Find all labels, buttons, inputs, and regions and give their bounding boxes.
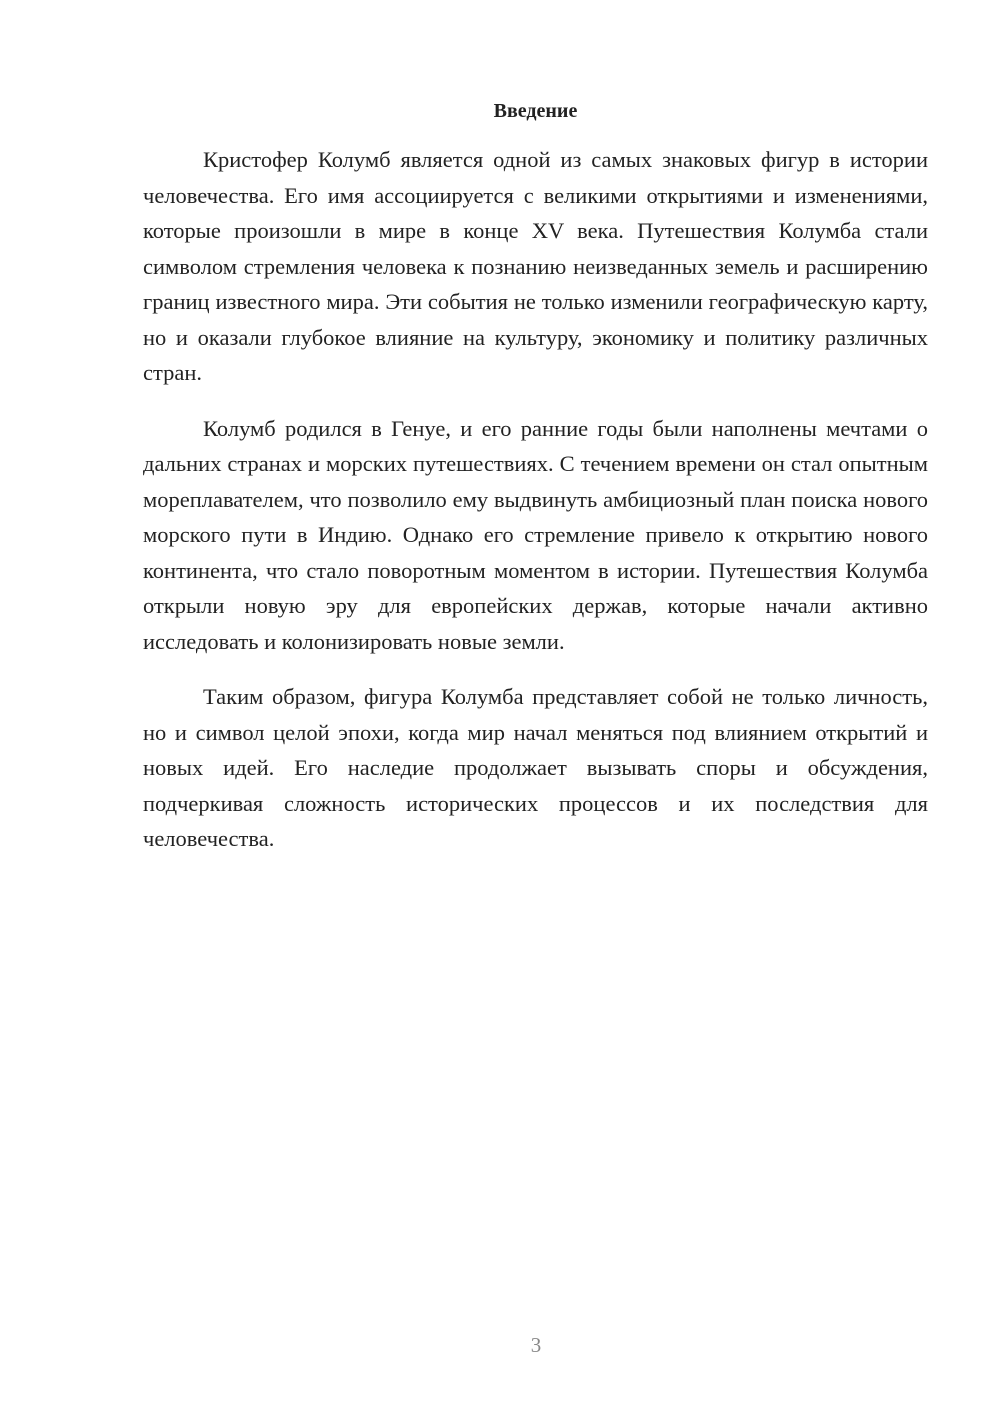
paragraph-2: Колумб родился в Генуе, и его ранние годы были наполнены мечтами о дальних странах и морских путешествиях. С течением времени он стал опытным мореплавателем, что позволило ему выдвинуть амбициозный план поиска нового морского пути в Индию. Однако его стремление привело к открытию нового континента, что стало поворотным моментом в истории. Путешествия Колумба открыли новую эру для европейских держав, которые начали активно исследовать и колонизировать новые земли. xyxy=(143,415,928,654)
section-heading: Введение xyxy=(493,100,578,122)
body-text xyxy=(143,142,928,877)
paragraph-1: Кристофер Колумб является одной из самых знаковых фигур в истории человечества. Его имя ассоциируется с великими открытиями и изменениями, которые произошли в мире в конце XV века. Путешествия Колумба стали символом стремления человека к познанию неизведанных земель и расширению границ известного мира. Эти события не только изменили географическую карту, но и оказали глубокое влияние на культуру, экономику и политику различных стран. xyxy=(143,147,928,385)
page-number: 3 xyxy=(530,1333,542,1357)
paragraph-3: Таким образом, фигура Колумба представляет собой не только личность, но и символ целой эпохи, когда мир начал меняться под влиянием открытий и новых идей. Его наследие продолжает вызывать споры и обсуждения, подчеркивая сложность исторических процессов и их последствия для человечества. xyxy=(143,684,928,851)
